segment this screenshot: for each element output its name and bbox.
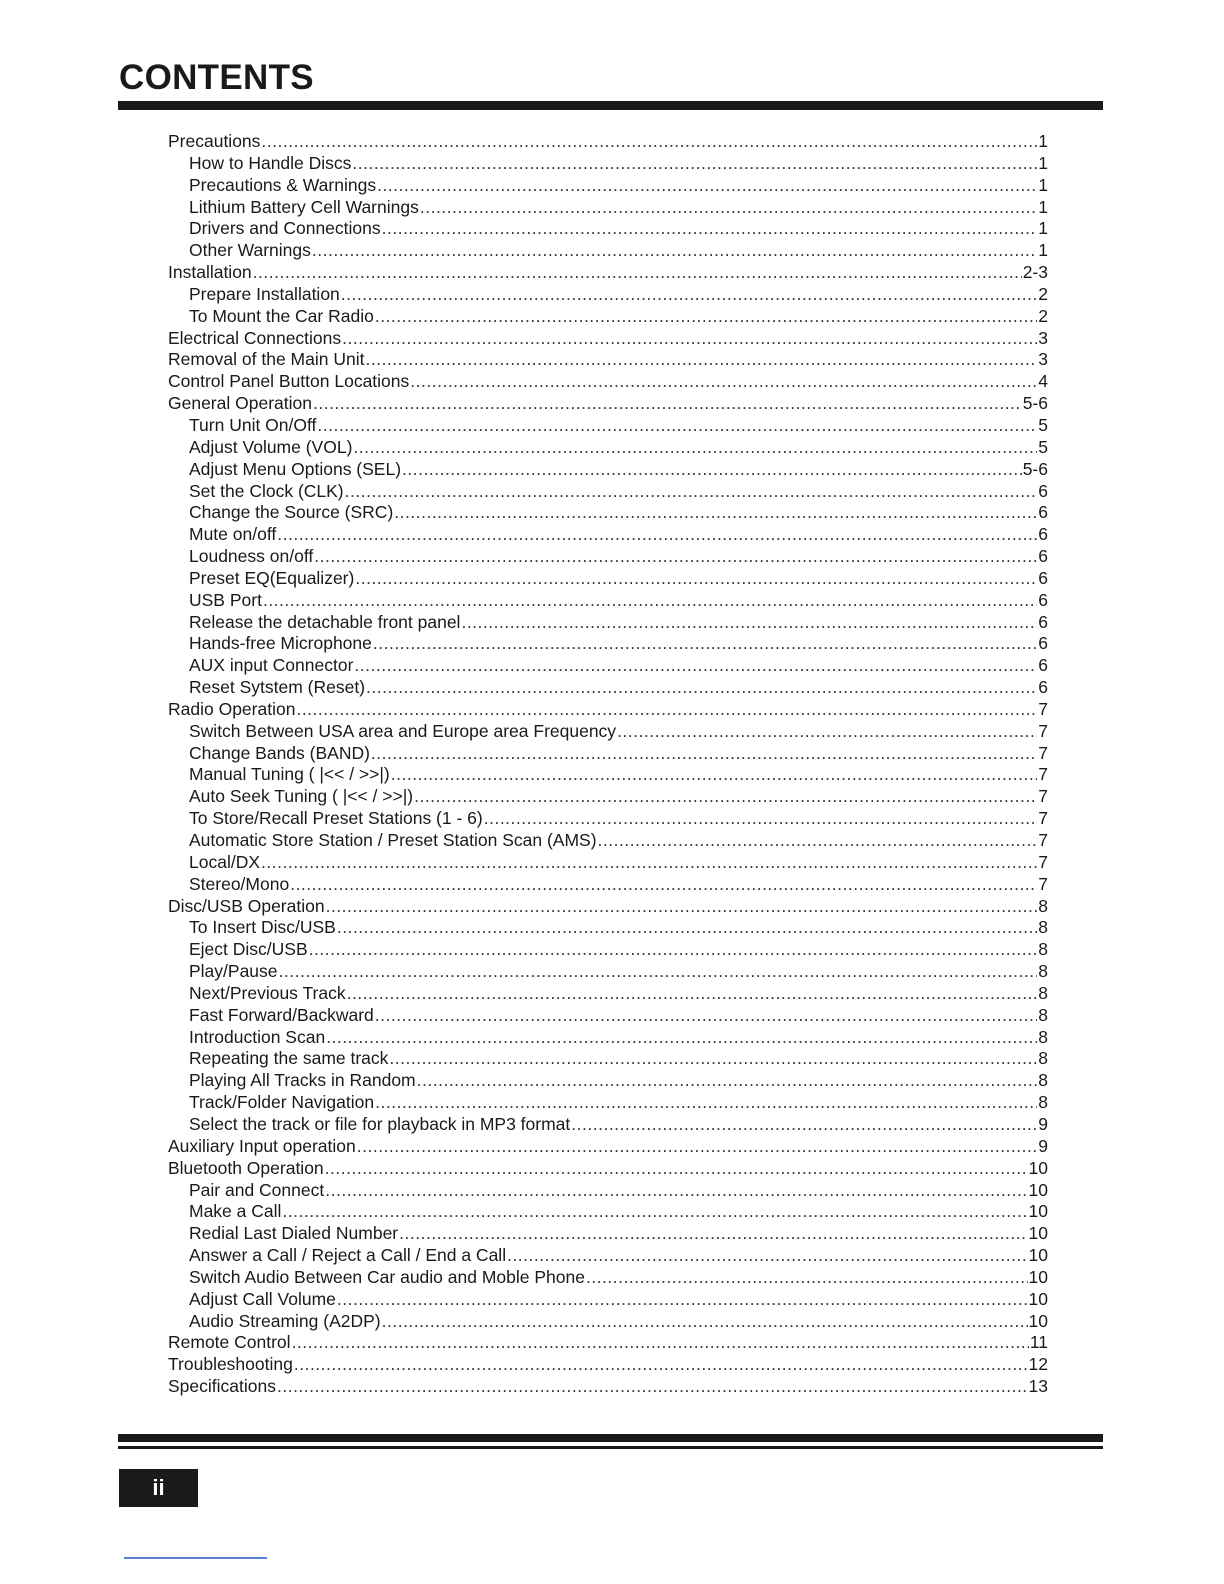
toc-entry-page: 1 bbox=[1038, 218, 1048, 239]
toc-leader-dots bbox=[279, 961, 1038, 983]
toc-entry-label: Select the track or file for playback in MP3 format bbox=[189, 1113, 571, 1134]
page-title: CONTENTS bbox=[119, 58, 314, 97]
toc-entry[interactable] bbox=[168, 306, 1048, 328]
toc-leader-dots bbox=[312, 240, 1037, 262]
toc-leader-dots bbox=[325, 1158, 1028, 1180]
toc-entry[interactable] bbox=[168, 481, 1048, 503]
toc-leader-dots bbox=[586, 1267, 1028, 1289]
toc-entry-label: Reset Sytstem (Reset) bbox=[189, 677, 366, 698]
toc-entry[interactable] bbox=[168, 830, 1048, 852]
toc-leader-dots bbox=[325, 1180, 1027, 1202]
toc-entry-label: Change Bands (BAND) bbox=[189, 742, 370, 763]
toc-leader-dots bbox=[296, 699, 1037, 721]
toc-entry-page: 5 bbox=[1038, 436, 1048, 457]
toc-entry[interactable] bbox=[168, 415, 1048, 437]
toc-entry-label: Hands-free Microphone bbox=[189, 633, 372, 654]
toc-entry[interactable] bbox=[168, 371, 1048, 393]
toc-entry[interactable] bbox=[168, 284, 1048, 306]
toc-entry-label: Installation bbox=[168, 262, 252, 283]
toc-entry-page: 7 bbox=[1038, 720, 1048, 741]
toc-entry[interactable] bbox=[168, 1289, 1048, 1311]
toc-leader-dots bbox=[377, 175, 1037, 197]
toc-entry-page: 7 bbox=[1038, 873, 1048, 894]
toc-entry-label: Pair and Connect bbox=[189, 1179, 325, 1200]
toc-leader-dots bbox=[484, 808, 1038, 830]
toc-leader-dots bbox=[277, 524, 1037, 546]
toc-entry[interactable] bbox=[168, 1332, 1048, 1354]
toc-leader-dots bbox=[399, 1223, 1027, 1245]
toc-leader-dots bbox=[253, 262, 1022, 284]
toc-entry-label: Play/Pause bbox=[189, 961, 278, 982]
toc-entry-label: Turn Unit On/Off bbox=[189, 414, 317, 435]
toc-leader-dots bbox=[373, 633, 1037, 655]
toc-entry-label: Next/Previous Track bbox=[189, 982, 346, 1003]
toc-entry-label: Disc/USB Operation bbox=[168, 895, 325, 916]
toc-entry-page: 8 bbox=[1038, 895, 1048, 916]
toc-entry-label: Redial Last Dialed Number bbox=[189, 1223, 399, 1244]
toc-entry[interactable] bbox=[168, 546, 1048, 568]
decorative-underline bbox=[124, 1557, 267, 1559]
footer-rule-thick bbox=[118, 1434, 1103, 1442]
toc-entry-label: Lithium Battery Cell Warnings bbox=[189, 196, 419, 217]
toc-entry-page: 6 bbox=[1038, 611, 1048, 632]
toc-entry-label: Manual Tuning ( |<< / >>|) bbox=[189, 764, 390, 785]
toc-entry-page: 9 bbox=[1038, 1113, 1048, 1134]
toc-entry-page: 9 bbox=[1038, 1135, 1048, 1156]
toc-entry[interactable] bbox=[168, 677, 1048, 699]
page-number: ii bbox=[152, 1475, 165, 1500]
toc-leader-dots bbox=[598, 830, 1038, 852]
toc-entry[interactable] bbox=[168, 262, 1048, 284]
toc-entry-page: 10 bbox=[1028, 1310, 1048, 1331]
toc-entry-page: 5 bbox=[1038, 414, 1048, 435]
toc-entry-page: 8 bbox=[1038, 1070, 1048, 1091]
toc-entry-label: Electrical Connections bbox=[168, 327, 342, 348]
toc-entry[interactable] bbox=[168, 437, 1048, 459]
toc-leader-dots bbox=[326, 896, 1038, 918]
toc-entry[interactable] bbox=[168, 153, 1048, 175]
toc-leader-dots bbox=[353, 437, 1037, 459]
toc-entry-label: Audio Streaming (A2DP) bbox=[189, 1310, 381, 1331]
toc-leader-dots bbox=[382, 1311, 1028, 1333]
toc-entry-page: 6 bbox=[1038, 480, 1048, 501]
toc-entry-label: Playing All Tracks in Random bbox=[189, 1070, 416, 1091]
toc-entry[interactable] bbox=[168, 852, 1048, 874]
toc-leader-dots bbox=[261, 131, 1037, 153]
toc-leader-dots bbox=[507, 1245, 1027, 1267]
toc-entry-page: 2 bbox=[1038, 305, 1048, 326]
toc-entry-label: Adjust Volume (VOL) bbox=[189, 436, 353, 457]
toc-entry-label: Precautions bbox=[168, 131, 261, 151]
toc-entry-label: Adjust Call Volume bbox=[189, 1288, 336, 1309]
toc-entry-page: 10 bbox=[1028, 1266, 1048, 1287]
toc-entry-label: Loudness on/off bbox=[189, 546, 314, 567]
toc-leader-dots bbox=[414, 786, 1037, 808]
toc-leader-dots bbox=[402, 459, 1022, 481]
toc-entry[interactable] bbox=[168, 131, 1048, 153]
toc-entry-label: How to Handle Discs bbox=[189, 152, 352, 173]
toc-leader-dots bbox=[341, 284, 1037, 306]
toc-leader-dots bbox=[375, 306, 1037, 328]
toc-entry-page: 12 bbox=[1028, 1354, 1048, 1375]
toc-entry-label: Drivers and Connections bbox=[189, 218, 381, 239]
toc-entry-label: Switch Between USA area and Europe area Frequency bbox=[189, 720, 617, 741]
toc-entry-label: Automatic Store Station / Preset Station Scan (AMS) bbox=[189, 830, 597, 850]
toc-entry[interactable] bbox=[168, 1114, 1048, 1136]
toc-entry-label: Adjust Menu Options (SEL) bbox=[189, 458, 402, 479]
toc-leader-dots bbox=[375, 1092, 1037, 1114]
toc-leader-dots bbox=[617, 721, 1037, 743]
toc-leader-dots bbox=[292, 1332, 1029, 1354]
toc-leader-dots bbox=[355, 568, 1037, 590]
toc-entry-page: 8 bbox=[1038, 1048, 1048, 1069]
toc-entry[interactable] bbox=[168, 1092, 1048, 1114]
toc-entry-label: Fast Forward/Backward bbox=[189, 1004, 374, 1025]
toc-entry-page: 7 bbox=[1038, 742, 1048, 763]
toc-entry-label: Make a Call bbox=[189, 1201, 282, 1222]
toc-leader-dots bbox=[354, 655, 1037, 677]
toc-entry-page: 10 bbox=[1028, 1245, 1048, 1266]
toc-entry-page: 5-6 bbox=[1022, 393, 1048, 414]
toc-entry[interactable] bbox=[168, 699, 1048, 721]
toc-entry[interactable] bbox=[168, 1354, 1048, 1376]
toc-entry-label: Control Panel Button Locations bbox=[168, 371, 410, 392]
toc-entry[interactable] bbox=[168, 983, 1048, 1005]
toc-entry-page: 3 bbox=[1038, 327, 1048, 348]
toc-entry-label: Mute on/off bbox=[189, 524, 277, 545]
toc-leader-dots bbox=[375, 1005, 1037, 1027]
toc-entry-label: Introduction Scan bbox=[189, 1026, 326, 1047]
toc-leader-dots bbox=[263, 590, 1037, 612]
toc-entry[interactable] bbox=[168, 1027, 1048, 1049]
toc-entry-page: 6 bbox=[1038, 546, 1048, 567]
toc-entry[interactable] bbox=[168, 633, 1048, 655]
toc-entry[interactable] bbox=[168, 349, 1048, 371]
toc-entry[interactable] bbox=[168, 1070, 1048, 1092]
toc-leader-dots bbox=[345, 481, 1038, 503]
toc-leader-dots bbox=[420, 197, 1037, 219]
toc-entry-label: Auxiliary Input operation bbox=[168, 1135, 356, 1156]
toc-entry[interactable] bbox=[168, 1245, 1048, 1267]
toc-leader-dots bbox=[337, 1289, 1028, 1311]
toc-entry-label: Prepare Installation bbox=[189, 283, 340, 304]
toc-leader-dots bbox=[461, 612, 1037, 634]
toc-entry-page: 11 bbox=[1029, 1332, 1048, 1353]
toc-leader-dots bbox=[290, 874, 1037, 896]
toc-leader-dots bbox=[313, 393, 1022, 415]
toc-entry-label: Bluetooth Operation bbox=[168, 1157, 324, 1178]
toc-entry-page: 1 bbox=[1038, 240, 1048, 261]
toc-entry-page: 7 bbox=[1038, 764, 1048, 785]
toc-entry-page: 6 bbox=[1038, 677, 1048, 698]
toc-entry[interactable] bbox=[168, 939, 1048, 961]
footer-rule-thin bbox=[118, 1446, 1103, 1449]
toc-entry-label: Precautions & Warnings bbox=[189, 174, 377, 195]
toc-entry-page: 7 bbox=[1038, 786, 1048, 807]
toc-entry-label: Track/Folder Navigation bbox=[189, 1092, 375, 1113]
toc-entry-label: Local/DX bbox=[189, 851, 261, 872]
toc-entry-page: 2 bbox=[1038, 283, 1048, 304]
toc-entry-label: Set the Clock (CLK) bbox=[189, 480, 344, 501]
toc-entry-page: 4 bbox=[1038, 371, 1048, 392]
toc-entry[interactable] bbox=[168, 786, 1048, 808]
toc-entry-label: USB Port bbox=[189, 589, 262, 610]
toc-entry-page: 7 bbox=[1038, 830, 1048, 850]
toc-entry-label: Release the detachable front panel bbox=[189, 611, 461, 632]
toc-entry[interactable] bbox=[168, 721, 1048, 743]
toc-leader-dots bbox=[314, 546, 1037, 568]
toc-entry[interactable] bbox=[168, 1376, 1048, 1398]
toc-entry[interactable] bbox=[168, 743, 1048, 765]
toc-entry[interactable] bbox=[168, 197, 1048, 219]
toc-leader-dots bbox=[294, 1354, 1028, 1376]
toc-entry-page: 1 bbox=[1038, 152, 1048, 173]
toc-leader-dots bbox=[417, 1070, 1038, 1092]
toc-entry[interactable] bbox=[168, 218, 1048, 240]
toc-entry[interactable] bbox=[168, 1311, 1048, 1333]
toc-entry-label: Preset EQ(Equalizer) bbox=[189, 567, 355, 588]
toc-entry[interactable] bbox=[168, 502, 1048, 524]
toc-entry[interactable] bbox=[168, 1136, 1048, 1158]
toc-leader-dots bbox=[326, 1027, 1037, 1049]
toc-leader-dots bbox=[347, 983, 1038, 1005]
toc-entry[interactable] bbox=[168, 328, 1048, 350]
toc-entry-page: 8 bbox=[1038, 1026, 1048, 1047]
toc-entry[interactable] bbox=[168, 917, 1048, 939]
toc-entry-page: 10 bbox=[1028, 1288, 1048, 1309]
toc-entry-page: 8 bbox=[1038, 961, 1048, 982]
toc-leader-dots bbox=[371, 743, 1037, 765]
toc-entry-page: 10 bbox=[1028, 1157, 1048, 1178]
toc-entry-label: Answer a Call / Reject a Call / End a Call bbox=[189, 1245, 507, 1266]
toc-entry-page: 1 bbox=[1038, 174, 1048, 195]
toc-entry[interactable] bbox=[168, 655, 1048, 677]
toc-entry[interactable] bbox=[168, 961, 1048, 983]
toc-entry[interactable] bbox=[168, 764, 1048, 786]
toc-entry-page: 8 bbox=[1038, 939, 1048, 960]
toc-entry-page: 5-6 bbox=[1022, 458, 1048, 479]
toc-entry[interactable] bbox=[168, 590, 1048, 612]
toc-leader-dots bbox=[282, 1201, 1027, 1223]
toc-leader-dots bbox=[382, 218, 1038, 240]
toc-entry-label: To Store/Recall Preset Stations (1 - 6) bbox=[189, 808, 483, 829]
toc-entry-page: 1 bbox=[1038, 196, 1048, 217]
toc-entry[interactable] bbox=[168, 240, 1048, 262]
toc-entry[interactable] bbox=[168, 874, 1048, 896]
toc-entry-label: Specifications bbox=[168, 1376, 276, 1397]
toc-entry-label: Repeating the same track bbox=[189, 1048, 389, 1069]
toc-entry-page: 6 bbox=[1038, 589, 1048, 610]
toc-entry-label: To Insert Disc/USB bbox=[189, 917, 336, 938]
toc-entry-page: 6 bbox=[1038, 655, 1048, 676]
toc-entry-page: 8 bbox=[1038, 1092, 1048, 1113]
toc-entry-page: 10 bbox=[1028, 1179, 1048, 1200]
toc-entry-page: 6 bbox=[1038, 502, 1048, 523]
toc-leader-dots bbox=[277, 1376, 1028, 1398]
toc-entry[interactable] bbox=[168, 1048, 1048, 1070]
toc-entry[interactable] bbox=[168, 1005, 1048, 1027]
toc-leader-dots bbox=[410, 371, 1037, 393]
toc-leader-dots bbox=[309, 939, 1038, 961]
toc-entry-page: 3 bbox=[1038, 349, 1048, 370]
toc-entry[interactable] bbox=[168, 896, 1048, 918]
toc-entry[interactable] bbox=[168, 1201, 1048, 1223]
toc-entry[interactable] bbox=[168, 1158, 1048, 1180]
toc-leader-dots bbox=[357, 1136, 1038, 1158]
toc-leader-dots bbox=[317, 415, 1037, 437]
toc-leader-dots bbox=[352, 153, 1037, 175]
toc-entry[interactable] bbox=[168, 1223, 1048, 1245]
toc-entry-label: Switch Audio Between Car audio and Moble Phone bbox=[189, 1266, 585, 1287]
toc-entry-page: 13 bbox=[1028, 1376, 1048, 1397]
toc-entry-label: AUX input Connector bbox=[189, 655, 354, 676]
toc-entry-label: Other Warnings bbox=[189, 240, 311, 261]
toc-entry-page: 8 bbox=[1038, 1004, 1048, 1025]
toc-entry-page: 7 bbox=[1038, 808, 1048, 829]
toc-entry-label: Removal of the Main Unit bbox=[168, 349, 365, 370]
toc-entry[interactable] bbox=[168, 524, 1048, 546]
toc-entry[interactable] bbox=[168, 1180, 1048, 1202]
toc-leader-dots bbox=[391, 764, 1038, 786]
toc-entry-label: Radio Operation bbox=[168, 698, 296, 719]
toc-entry-page: 10 bbox=[1028, 1223, 1048, 1244]
toc-entry-page: 6 bbox=[1038, 524, 1048, 545]
toc-entry-label: Remote Control bbox=[168, 1332, 291, 1353]
toc-entry-page: 7 bbox=[1038, 851, 1048, 872]
toc-entry-page: 7 bbox=[1038, 698, 1048, 719]
toc-entry[interactable] bbox=[168, 568, 1048, 590]
toc-leader-dots bbox=[365, 349, 1037, 371]
toc-entry-label: Change the Source (SRC) bbox=[189, 502, 394, 523]
toc-leader-dots bbox=[389, 1048, 1037, 1070]
toc-leader-dots bbox=[571, 1114, 1037, 1136]
header-rule bbox=[118, 101, 1103, 110]
toc-entry-label: To Mount the Car Radio bbox=[189, 305, 374, 326]
toc-entry[interactable] bbox=[168, 459, 1048, 481]
toc-entry-label: General Operation bbox=[168, 393, 312, 414]
toc-entry[interactable] bbox=[168, 612, 1048, 634]
toc-entry-label: Stereo/Mono bbox=[189, 873, 290, 894]
toc-entry-label: Eject Disc/USB bbox=[189, 939, 308, 960]
toc-entry[interactable] bbox=[168, 1267, 1048, 1289]
toc-leader-dots bbox=[394, 502, 1037, 524]
page-number-badge bbox=[119, 1469, 198, 1507]
toc-entry[interactable] bbox=[168, 175, 1048, 197]
toc-leader-dots bbox=[261, 852, 1037, 874]
toc-entry-page: 8 bbox=[1038, 917, 1048, 938]
toc-entry[interactable] bbox=[168, 808, 1048, 830]
toc-entry-page: 10 bbox=[1028, 1201, 1048, 1222]
toc-leader-dots bbox=[342, 328, 1037, 350]
toc-entry-page: 2-3 bbox=[1022, 262, 1048, 283]
toc-entry-page: 6 bbox=[1038, 633, 1048, 654]
toc-leader-dots bbox=[366, 677, 1037, 699]
toc-entry-label: Troubleshooting bbox=[168, 1354, 293, 1375]
toc-entry-page: 8 bbox=[1038, 982, 1048, 1003]
toc-leader-dots bbox=[337, 917, 1037, 939]
toc-entry-page: 1 bbox=[1038, 131, 1048, 151]
toc-entry[interactable] bbox=[168, 393, 1048, 415]
table-of-contents bbox=[168, 131, 1048, 1398]
toc-entry-page: 6 bbox=[1038, 567, 1048, 588]
toc-entry-label: Auto Seek Tuning ( |<< / >>|) bbox=[189, 786, 414, 807]
